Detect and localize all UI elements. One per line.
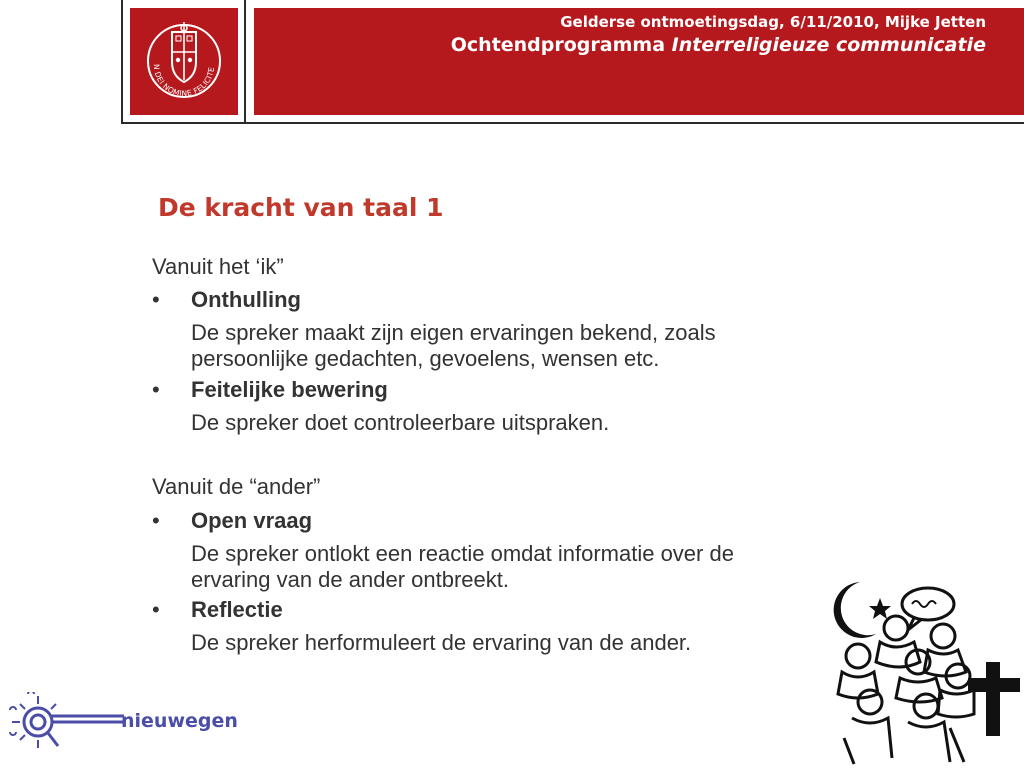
svg-text:IN DEI NOMINE FELICITER [130, 8, 216, 98]
list-item-desc: persoonlijke gedachten, gevoelens, wensen etc. [191, 346, 660, 371]
list-item-label: Open vraag [191, 508, 313, 533]
header-program-plain: Ochtendprogramma [450, 34, 672, 56]
religion-symbols-illustration [830, 578, 1024, 766]
bullet-icon: • [152, 287, 160, 312]
interfaith-illustration [830, 578, 1024, 766]
bullet-icon: • [152, 377, 160, 402]
list-item-desc: De spreker herformuleert de ervaring van de ander. [191, 630, 692, 655]
seal-motto: N DEI NOMINE FELICITE [151, 63, 217, 99]
bullet-icon: • [152, 597, 160, 622]
crescent-icon [834, 582, 891, 638]
university-seal-icon [130, 8, 238, 115]
university-logo [130, 8, 238, 115]
nieuwegen-wordmark: nieuwegen [121, 710, 238, 732]
cross-icon [968, 662, 1020, 736]
header-separator [244, 0, 246, 122]
section-heading: Vanuit de “ander” [152, 474, 321, 499]
list-item-label: Onthulling [191, 287, 301, 312]
list-item-label: Feitelijke bewering [191, 377, 388, 402]
header-event-line: Gelderse ontmoetingsdag, 6/11/2010, Mijke Jetten [560, 13, 986, 31]
list-item-desc: De spreker doet controleerbare uitspraken. [191, 410, 610, 435]
list-item-desc: De spreker ontlokt een reactie omdat informatie over de [191, 541, 734, 566]
section-heading: Vanuit het ‘ik” [152, 254, 284, 279]
header-program-line [451, 34, 986, 56]
list-item-desc: ervaring van de ander ontbreekt. [191, 567, 509, 592]
header-program-italic: Interreligieuze communicatie [671, 34, 986, 56]
list-item-label: Reflectie [191, 597, 283, 622]
people-group-icon [838, 616, 974, 764]
slide-title: De kracht van taal 1 [158, 193, 444, 222]
list-item-desc: De spreker maakt zijn eigen ervaringen bekend, zoals [191, 320, 716, 345]
bullet-icon: • [152, 508, 160, 533]
magnifier-sun-icon [6, 692, 126, 756]
